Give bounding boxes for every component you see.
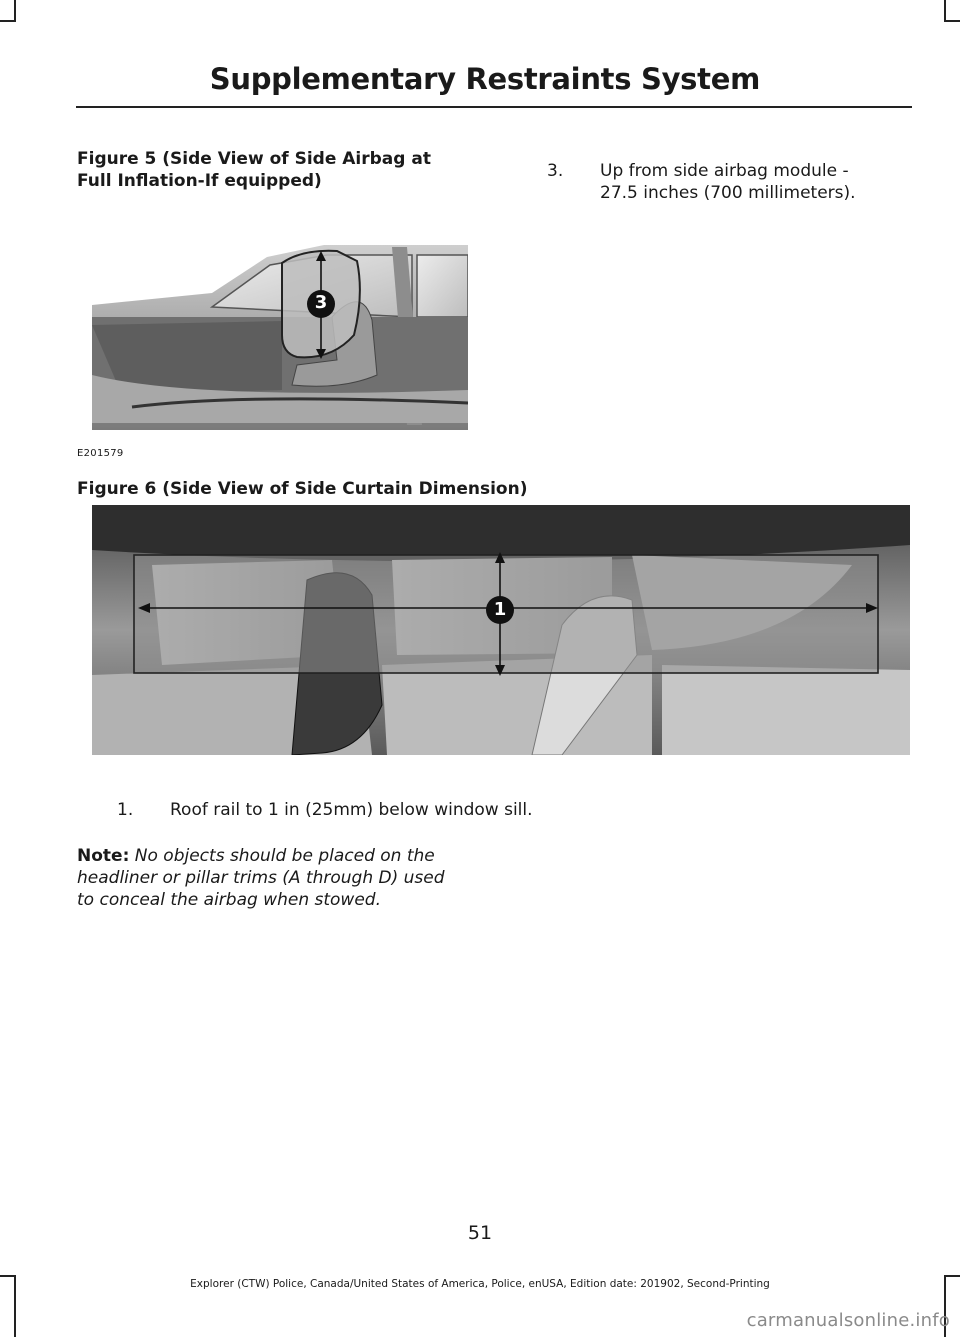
- crop-mark: [944, 0, 946, 20]
- figure-5-caption: [77, 148, 497, 192]
- step-1-text: Roof rail to 1 in (25mm) below window sill.: [170, 800, 533, 820]
- watermark: carmanualsonline.info: [746, 1310, 950, 1331]
- crop-mark: [0, 1275, 16, 1277]
- figure-5-caption-line1: Figure 5 (Side View of Side Airbag at: [77, 149, 431, 169]
- crop-mark: [14, 0, 16, 20]
- step-3-line1: Up from side airbag module -: [600, 161, 849, 181]
- page-number: 51: [467, 1222, 493, 1244]
- figure-5-code: E201579: [77, 448, 124, 459]
- crop-mark: [944, 20, 960, 22]
- figure-6-caption: Figure 6 (Side View of Side Curtain Dimension): [77, 479, 528, 499]
- header-divider: [76, 106, 912, 108]
- step-1-number: 1.: [117, 800, 134, 820]
- step-3-line2: 27.5 inches (700 millimeters).: [600, 183, 856, 203]
- step-3-number: 3.: [547, 161, 564, 181]
- page-title: Supplementary Restraints System: [209, 62, 760, 96]
- crop-mark: [0, 20, 16, 22]
- step-3: [547, 160, 907, 204]
- footer-text: Explorer (CTW) Police, Canada/United States of America, Police, enUSA, Edition date: 201902, Second-Printing: [190, 1278, 770, 1290]
- crop-mark: [944, 1275, 960, 1277]
- figure-5-caption-line2: Full Inflation-If equipped): [77, 171, 322, 191]
- note-line3: to conceal the airbag when stowed.: [77, 890, 381, 910]
- figure-6-callout: 1: [493, 599, 507, 620]
- step-1: [117, 799, 597, 821]
- note-label: Note:: [77, 846, 130, 866]
- note-line1: No objects should be placed on the: [134, 846, 435, 866]
- note: [77, 845, 487, 911]
- figure-5-illustration: [92, 225, 468, 430]
- figure-6-illustration: [92, 505, 910, 755]
- figure-5-callout: 3: [314, 292, 328, 313]
- note-line2: headliner or pillar trims (A through D) used: [77, 868, 445, 888]
